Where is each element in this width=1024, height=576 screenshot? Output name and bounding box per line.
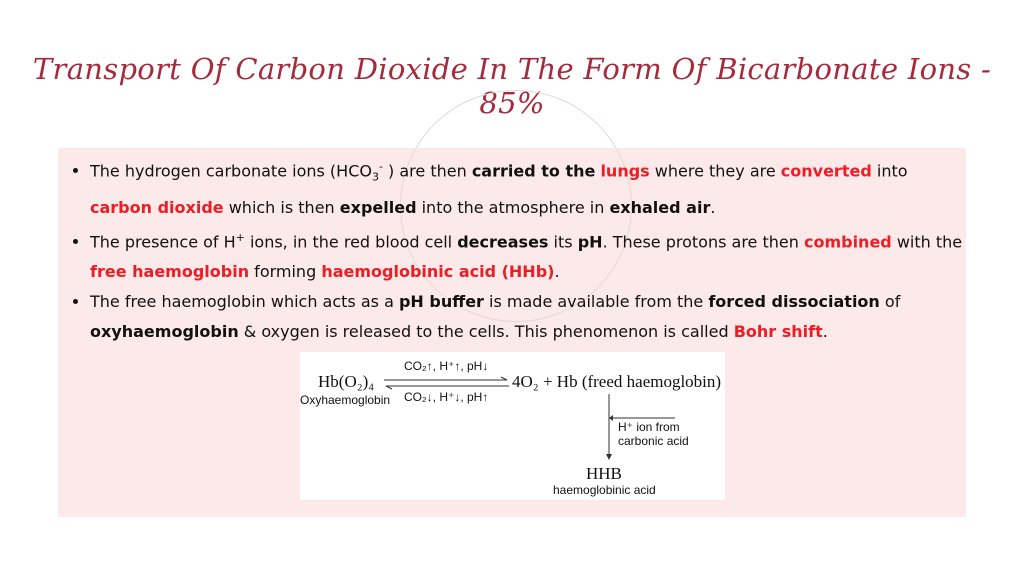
text: oxyhaemoglobin (90, 321, 239, 341)
text: ions, in the red blood cell (244, 231, 458, 251)
equilibrium-arrows-icon (382, 376, 512, 390)
text: ) are then (382, 161, 472, 181)
text: The hydrogen carbonate ions (HCO (90, 161, 372, 181)
text: . (710, 197, 716, 217)
text: . (822, 321, 828, 341)
text: where they are (649, 161, 781, 181)
text: of (879, 291, 901, 311)
text: Bohr shift (733, 321, 823, 341)
text: forced dissociation (708, 291, 880, 311)
text: converted (780, 161, 872, 181)
text: forming (249, 261, 322, 281)
page-title: Transport Of Carbon Dioxide In The Form Of Bicarbonate Ions - 85% (32, 52, 992, 120)
text: + (235, 230, 245, 244)
text: free haemoglobin (90, 261, 250, 281)
text: is made available from the (483, 291, 709, 311)
reaction-figure (300, 352, 725, 500)
side-note: carbonic acid (618, 434, 689, 448)
text: carbon dioxide (90, 197, 224, 217)
text: . These protons are then (602, 231, 804, 251)
reactant-label: Oxyhaemoglobin (300, 393, 391, 407)
text: combined (803, 231, 892, 251)
list-item (90, 287, 970, 347)
text: exhaled air (609, 197, 711, 217)
text: pH buffer (398, 291, 484, 311)
text: pH (577, 231, 603, 251)
text: into (871, 161, 908, 181)
text: decreases (457, 231, 549, 251)
text: into the atmosphere in (416, 197, 610, 217)
text: lungs (600, 161, 650, 181)
text: & oxygen is released to the cells. This phenomenon is called (238, 321, 734, 341)
text: The free haemoglobin which acts as a (90, 291, 399, 311)
text: its (548, 231, 578, 251)
reactant: Hb(O₂)₄ (318, 372, 375, 391)
side-note: H⁺ ion from (618, 420, 680, 434)
text: carried to the (471, 161, 596, 181)
text: . (554, 261, 560, 281)
product-hhb: HHB (586, 464, 622, 483)
text: - (378, 160, 383, 173)
forward-conditions: CO₂↑, H⁺↑, pH↓ (404, 359, 489, 373)
product-label: haemoglobinic acid (553, 483, 656, 497)
text: haemoglobinic acid (HHb) (321, 261, 555, 281)
text: The presence of H (90, 231, 236, 251)
list-item (90, 152, 970, 223)
products: 4O₂ + Hb (freed haemoglobin) (512, 372, 722, 391)
backward-conditions: CO₂↓, H⁺↓, pH↑ (404, 390, 489, 404)
bullet-list (72, 152, 970, 347)
text: with the (891, 231, 963, 251)
text: expelled (339, 197, 417, 217)
list-item (90, 223, 970, 287)
text: which is then (223, 197, 340, 217)
text: 3 (371, 170, 379, 184)
